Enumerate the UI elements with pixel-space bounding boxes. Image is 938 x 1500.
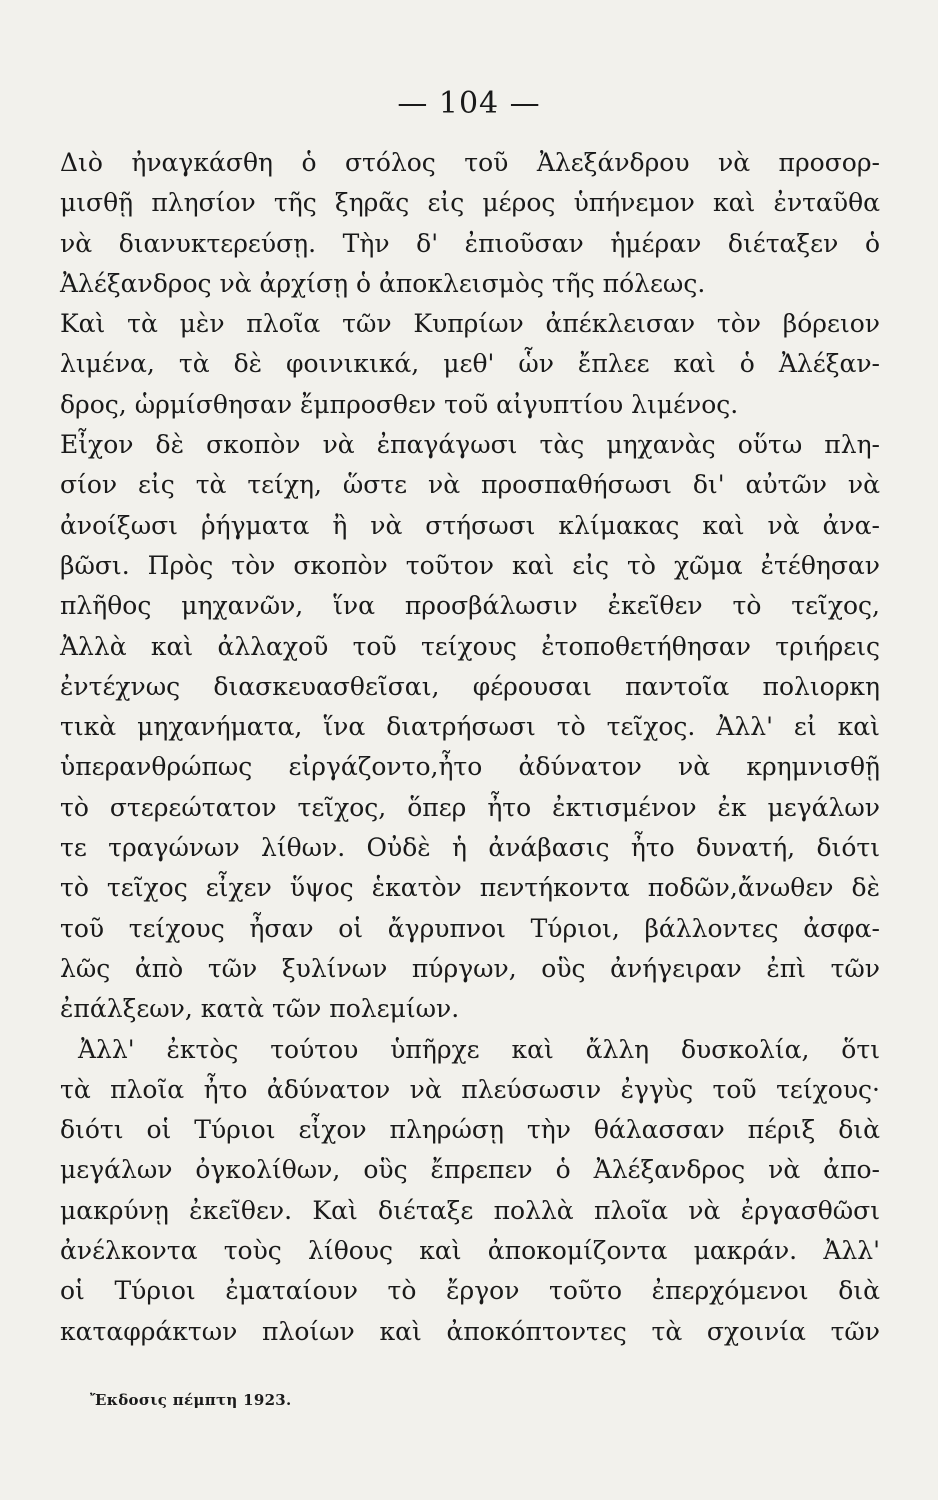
edition-footnote: Ἔκδοσις πέμπτη 1923. [90,1391,292,1409]
text-line: καταφράκτων πλοίων καὶ ἀποκόπτοντες τὰ σχοινία τῶν [60,1316,880,1346]
text-line: οἱ Τύριοι ἐματαίουν τὸ ἔργον τοῦτο ἐπερχόμενοι διὰ [60,1276,880,1306]
text-line: Ἀλλ' ἐκτὸς τούτου ὑπῆρχε καὶ ἄλλη δυσκολία, ὅτι [78,1034,880,1064]
text-line: τε τραγώνων λίθων. Οὐδὲ ἡ ἀνάβασις ἦτο δυνατή, διότι [60,833,880,863]
text-line: τικὰ μηχανήματα, ἵνα διατρήσωσι τὸ τεῖχος. Ἀλλ' εἰ καὶ [60,712,880,742]
text-line: βῶσι. Πρὸς τὸν σκοπὸν τοῦτον καὶ εἰς τὸ χῶμα ἐτέθησαν [60,550,880,580]
text-line: Εἶχον δὲ σκοπὸν νὰ ἐπαγάγωσι τὰς μηχανὰς οὕτω πλη- [60,430,880,460]
text-line: ἐπάλξεων, κατὰ τῶν πολεμίων. [60,994,460,1024]
text-line: τὰ πλοῖα ἦτο ἀδύνατον νὰ πλεύσωσιν ἐγγὺς τοῦ τείχους· [60,1074,880,1104]
text-line: Ἀλλὰ καὶ ἀλλαχοῦ τοῦ τείχους ἐτοποθετήθησαν τριήρεις [60,631,880,661]
text-line: μισθῇ πλησίον τῆς ξηρᾶς εἰς μέρος ὑπήνεμον καὶ ἐνταῦθα [60,188,880,218]
text-line: μακρύνῃ ἐκεῖθεν. Καὶ διέταξε πολλὰ πλοῖα νὰ ἐργασθῶσι [60,1195,880,1225]
text-line: Ἀλέξανδρος νὰ ἀρχίσῃ ὁ ἀποκλεισμὸς τῆς πόλεως. [60,268,706,298]
text-line: λιμένα, τὰ δὲ φοινικικά, μεθ' ὧν ἔπλεε καὶ ὁ Ἀλέξαν- [60,349,880,379]
text-line: ἀνέλκοντα τοὺς λίθους καὶ ἀποκομίζοντα μακράν. Ἀλλ' [60,1236,880,1266]
text-line: νὰ διανυκτερεύσῃ. Τὴν δ' ἐπιοῦσαν ἡμέραν διέταξεν ὁ [60,228,880,258]
text-line: τὸ στερεώτατον τεῖχος, ὅπερ ἦτο ἐκτισμένον ἐκ μεγάλων [60,792,880,822]
text-line: ὑπερανθρώπως εἰργάζοντο,ἦτο ἀδύνατον νὰ κρημνισθῇ [60,752,880,782]
text-line: σίον εἰς τὰ τείχη, ὥστε νὰ προσπαθήσωσι δι' αὐτῶν νὰ [60,470,880,500]
text-line: Διὸ ἠναγκάσθη ὁ στόλος τοῦ Ἀλεξάνδρου νὰ προσορ- [60,148,880,177]
page-number: — 104 — [397,86,541,121]
text-line: διότι οἱ Τύριοι εἶχον πληρώσῃ τὴν θάλασσαν πέριξ διὰ [60,1115,880,1145]
body-text [60,143,880,1352]
text-line: τὸ τεῖχος εἶχεν ὕψος ἑκατὸν πεντήκοντα ποδῶν,ἄνωθεν δὲ [60,873,880,903]
text-line: μεγάλων ὀγκολίθων, οὓς ἔπρεπεν ὁ Ἀλέξανδρος νὰ ἀπο- [60,1155,880,1185]
text-line: Καὶ τὰ μὲν πλοῖα τῶν Κυπρίων ἀπέκλεισαν τὸν βόρειον [60,309,880,339]
text-line: λῶς ἀπὸ τῶν ξυλίνων πύργων, οὓς ἀνήγειραν ἐπὶ τῶν [60,953,880,983]
text-line: ἐντέχνως διασκευασθεῖσαι, φέρουσαι παντοῖα πολιορκη [60,671,880,701]
text-line: πλῆθος μηχανῶν, ἵνα προσβάλωσιν ἐκεῖθεν τὸ τεῖχος, [60,591,880,621]
text-line: δρος, ὡρμίσθησαν ἔμπροσθεν τοῦ αἰγυπτίου λιμένος. [60,389,739,419]
text-line: ἀνοίξωσι ῥήγματα ἢ νὰ στήσωσι κλίμακας καὶ νὰ ἀνα- [60,510,880,540]
text-line: τοῦ τείχους ἦσαν οἱ ἄγρυπνοι Τύριοι, βάλλοντες ἀσφα- [60,913,880,943]
